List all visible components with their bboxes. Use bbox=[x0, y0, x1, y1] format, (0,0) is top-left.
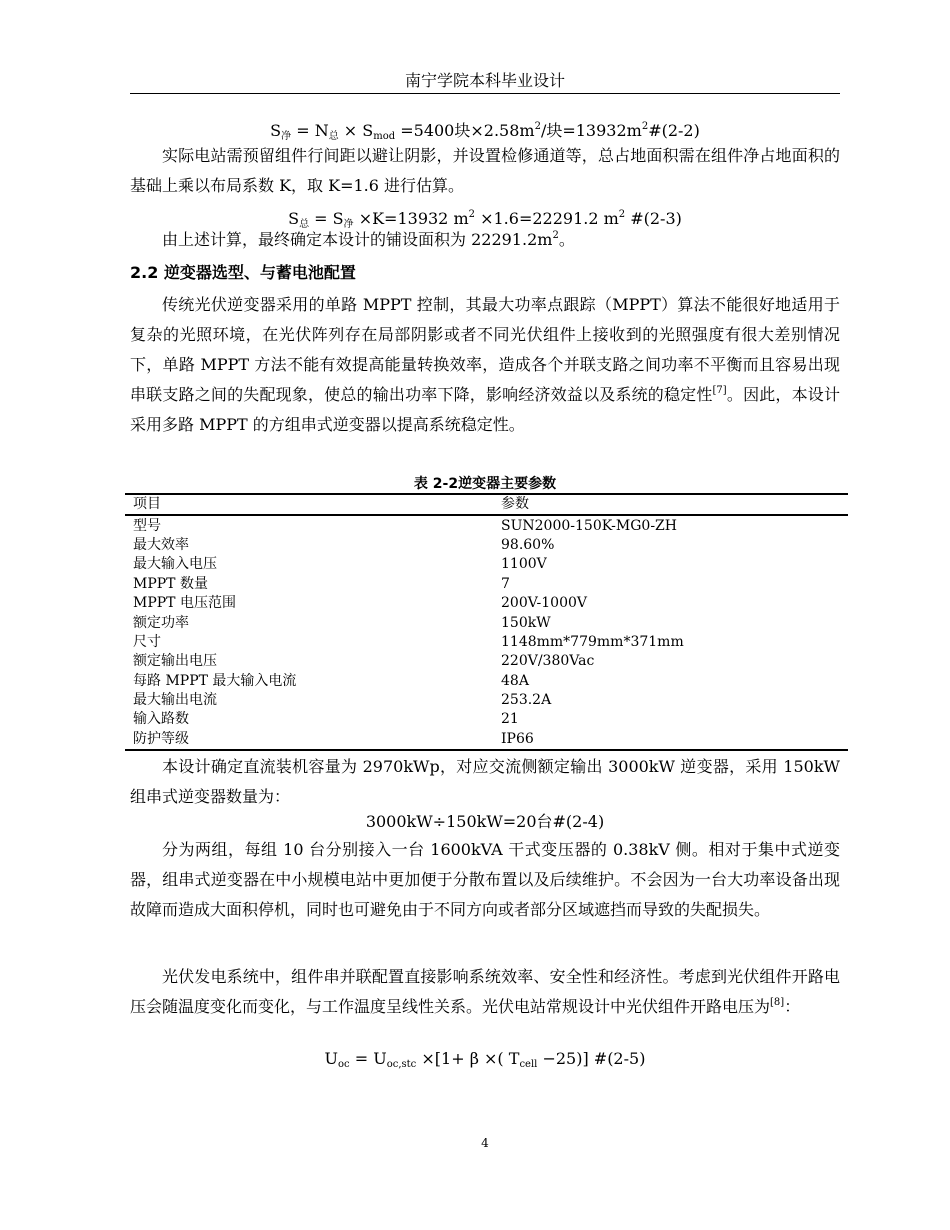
paragraph-string-config: 光伏发电系统中，组件串并联配置直接影响系统效率、安全性和经济性。考虑到光伏组件开路电压会随温度变化而变化，与工作温度呈线性关系。光伏电站常规设计中光伏组件开路电压为[8]： bbox=[130, 967, 840, 1016]
formula-2-3: $S_总 = S_净 \times K=13932$ $m^2 \times 1.6=22291.2$ $m^2$ #(2-3) bbox=[288, 209, 682, 230]
table-cell: 最大输入电压 bbox=[133, 556, 217, 573]
section-heading: 2.2 逆变器选型、与蓄电池配置 bbox=[130, 263, 356, 282]
page-number: 4 bbox=[481, 1136, 489, 1150]
table-cell: 额定输出电压 bbox=[133, 653, 217, 670]
table-cell: MPPT 数量 bbox=[133, 575, 208, 592]
table-cell: 最大输出电流 bbox=[133, 692, 217, 709]
table-cell: 额定功率 bbox=[133, 614, 189, 631]
table-title: 表 2-2逆变器主要参数 bbox=[413, 476, 557, 492]
table-row bbox=[125, 555, 848, 574]
table-cell: 每路 MPPT 最大输入电流 bbox=[133, 672, 297, 689]
table-row bbox=[125, 691, 848, 710]
paragraph-area-result: 由上述计算，最终确定本设计的铺设面积为 $22291.2m^2$。 bbox=[162, 230, 575, 249]
table-cell: SUN2000-150K-MG0-ZH bbox=[501, 517, 677, 534]
table-row bbox=[125, 672, 848, 691]
table-cell: 最大效率 bbox=[133, 536, 189, 553]
table-row bbox=[125, 575, 848, 594]
table-cell: 150kW bbox=[501, 614, 551, 631]
column-header-item: 项目 bbox=[133, 496, 161, 513]
table-row bbox=[125, 730, 848, 750]
table-cell: 7 bbox=[501, 575, 510, 592]
table-cell: 尺寸 bbox=[133, 633, 161, 650]
table-cell: 1100V bbox=[501, 556, 547, 573]
table-row bbox=[125, 652, 848, 671]
inverter-params-table bbox=[125, 493, 848, 751]
paragraph-inverter-count: 本设计确定直流装机容量为 2970kWp，对应交流侧额定输出 3000kW 逆变器，采用 150kW 组串式逆变器数量为： bbox=[130, 757, 840, 806]
table-cell: MPPT 电压范围 bbox=[133, 595, 236, 612]
page-header: 南宁学院本科毕业设计 bbox=[404, 71, 565, 90]
table-row bbox=[125, 710, 848, 729]
table-row bbox=[125, 594, 848, 613]
table-row bbox=[125, 515, 848, 535]
column-header-param: 参数 bbox=[501, 496, 529, 513]
table-cell: 21 bbox=[501, 711, 519, 728]
header-rule bbox=[130, 93, 840, 94]
table-cell: 输入路数 bbox=[133, 711, 189, 728]
table-cell: 1148mm*779mm*371mm bbox=[501, 633, 684, 650]
table-cell: 型号 bbox=[133, 517, 161, 534]
paragraph-layout-factor: 实际电站需预留组件行间距以避让阴影，并设置检修通道等，总占地面积需在组件净占地面积的基础上乘以布局系数 K，取 K=1.6 进行估算。 bbox=[130, 146, 840, 195]
table-row bbox=[125, 536, 848, 555]
table-row bbox=[125, 613, 848, 632]
table-cell: 98.60% bbox=[501, 536, 555, 553]
table-cell: 220V/380Vac bbox=[501, 653, 595, 670]
table-cell: 48A bbox=[501, 672, 529, 689]
table-cell: IP66 bbox=[501, 730, 534, 747]
formula-2-4: 3000kW÷150kW=20台#(2-4) bbox=[365, 812, 605, 831]
table-cell: 200V-1000V bbox=[501, 595, 588, 612]
table-cell: 防护等级 bbox=[133, 730, 189, 747]
table-header-row bbox=[125, 494, 848, 515]
paragraph-grouping: 分为两组，每组 10 台分别接入一台 1600kVA 干式变压器的 0.38kV 侧。相对于集中式逆变器，组串式逆变器在中小规模电站中更加便于分散布置以及后续维护。不会因为一台大功率设备出现故障而造成大面积停机，同时也可避免由于不同方向或者部分区域遮挡而导致的失配损失。 bbox=[130, 840, 840, 919]
table-row bbox=[125, 633, 848, 652]
paragraph-mppt: 传统光伏逆变器采用的单路 MPPT 控制，其最大功率点跟踪（MPPT）算法不能很好地适用于复杂的光照环境，在光伏阵列存在局部阴影或者不同光伏组件上接收到的光照强度有很大差别情况下，单路 MPPT 方法不能有效提高能量转换效率，造成各个并联支路之间功率不平衡而且容易出现串联支路之间的失配现象，使总的输出功率下降，影响经济效益以及系统的稳定性[7]。因此，本设计采用多路 MPPT 的方组串式逆变器以提高系统稳定性。 bbox=[130, 295, 840, 434]
formula-2-2: $S_净 = N_总 \times S_{mod} =5400$块$\times 2.58m^2/$块$=13932m^2\#(2-2)$ bbox=[270, 121, 700, 142]
formula-2-5: $U_{oc} = U_{oc,stc} \times[1+ \beta$ ×( $T_{cell} -25$)] #(2-5) bbox=[324, 1049, 646, 1070]
table-cell: 253.2A bbox=[501, 692, 552, 709]
